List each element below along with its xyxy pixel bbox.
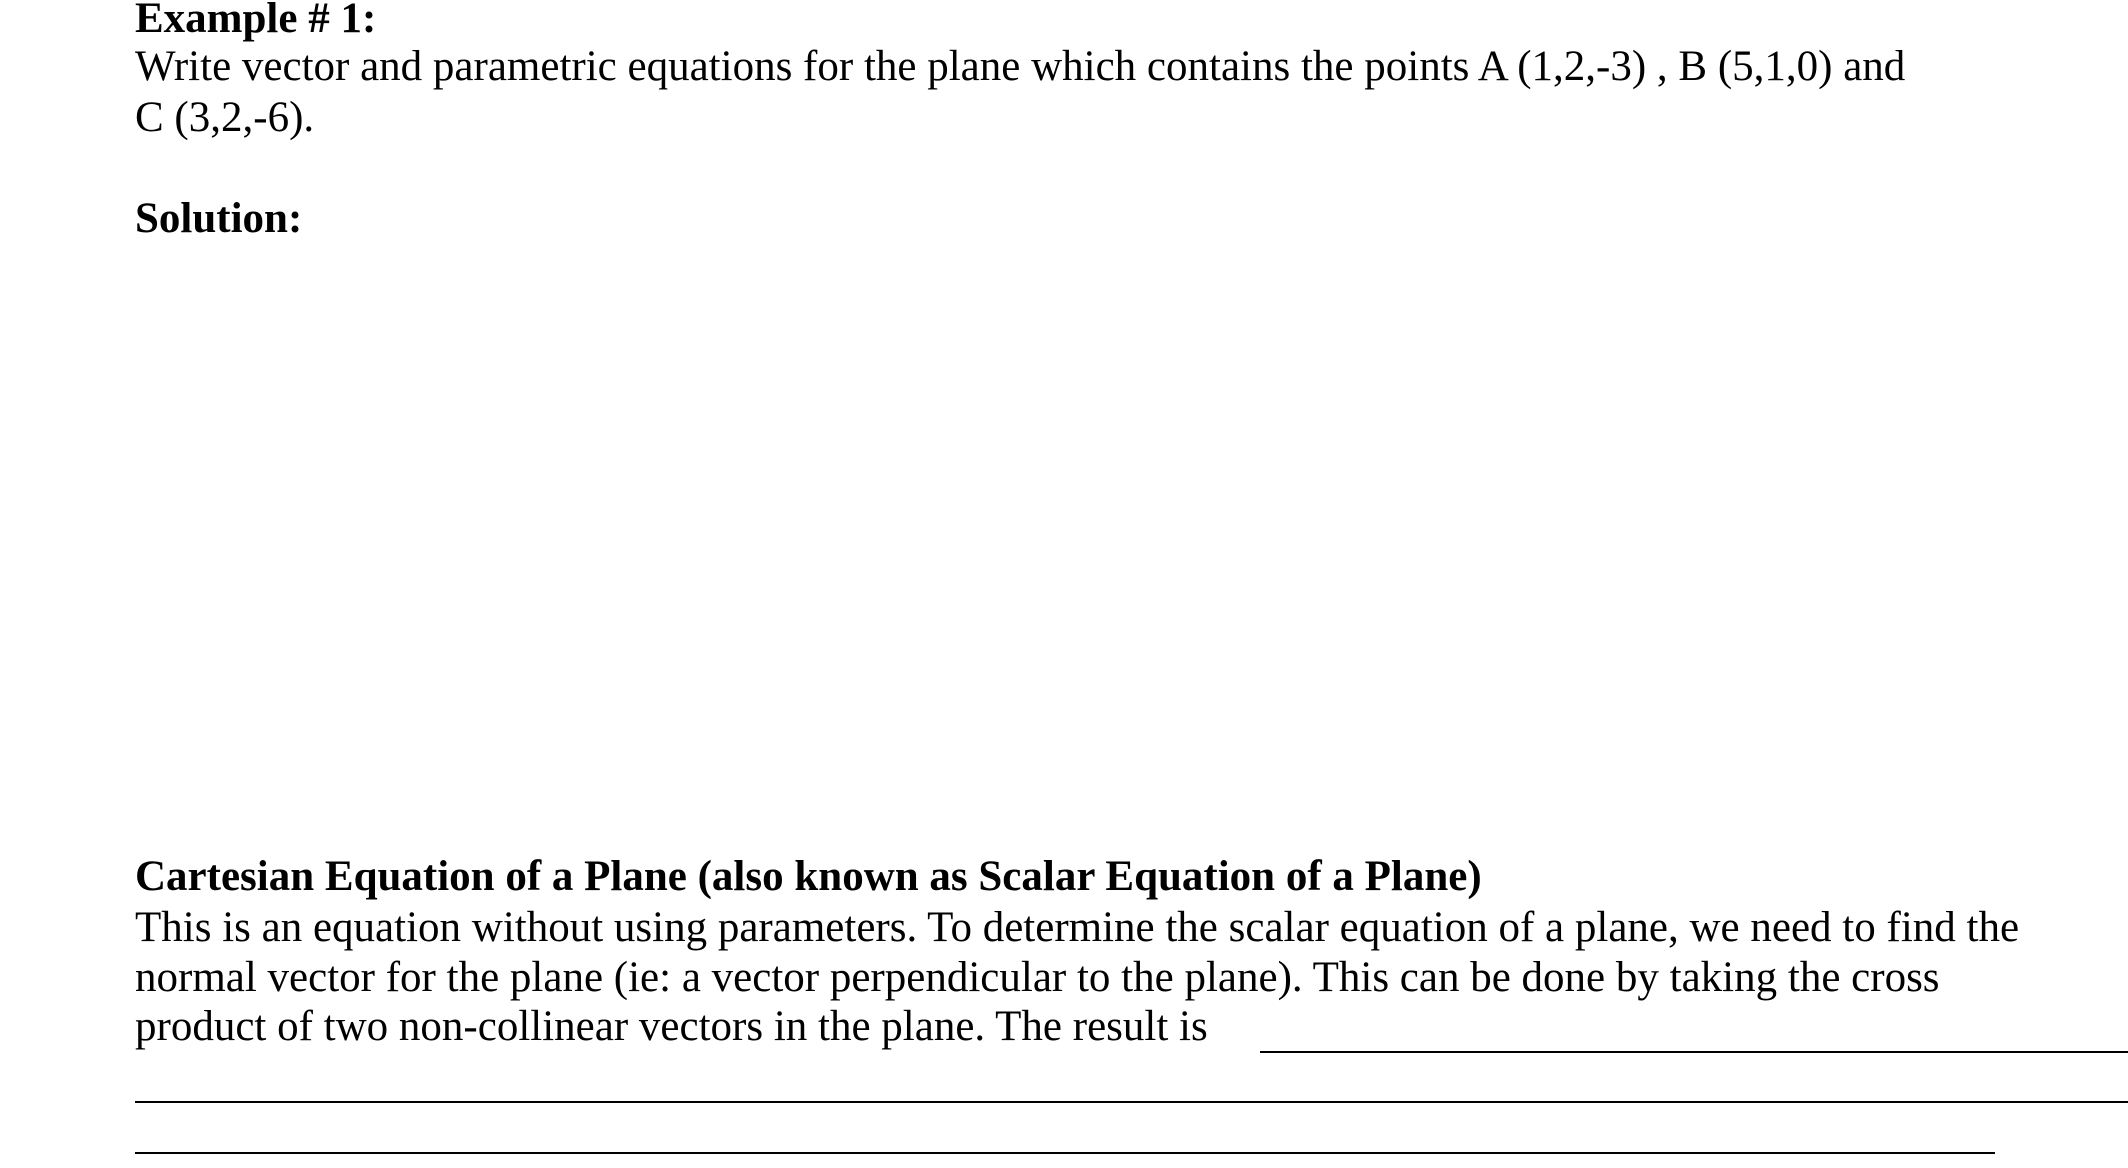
example-prompt-line-2: C (3,2,-6). xyxy=(135,94,315,141)
example-heading: Example # 1: xyxy=(135,0,377,42)
cartesian-heading: Cartesian Equation of a Plane (also known as Scalar Equation of a Plane) xyxy=(135,853,1482,900)
solution-heading: Solution: xyxy=(135,195,303,242)
cartesian-paragraph-line-1: This is an equation without using parameters. To determine the scalar equation of a plane, we need to find the xyxy=(135,904,2020,951)
answer-blank-line-1[interactable] xyxy=(1260,1051,2128,1053)
cartesian-paragraph-line-2: normal vector for the plane (ie: a vector perpendicular to the plane). This can be done by taking the cross xyxy=(135,954,1940,1001)
solution-work-area xyxy=(135,260,2085,820)
answer-blank-line-2[interactable] xyxy=(135,1101,2128,1103)
cartesian-paragraph-line-3: product of two non-collinear vectors in the plane. The result is xyxy=(135,1003,1208,1050)
example-prompt-line-1: Write vector and parametric equations for the plane which contains the points A (1,2,-3) , B (5,1,0) and xyxy=(135,43,1906,90)
answer-blank-line-3[interactable] xyxy=(135,1152,1995,1154)
